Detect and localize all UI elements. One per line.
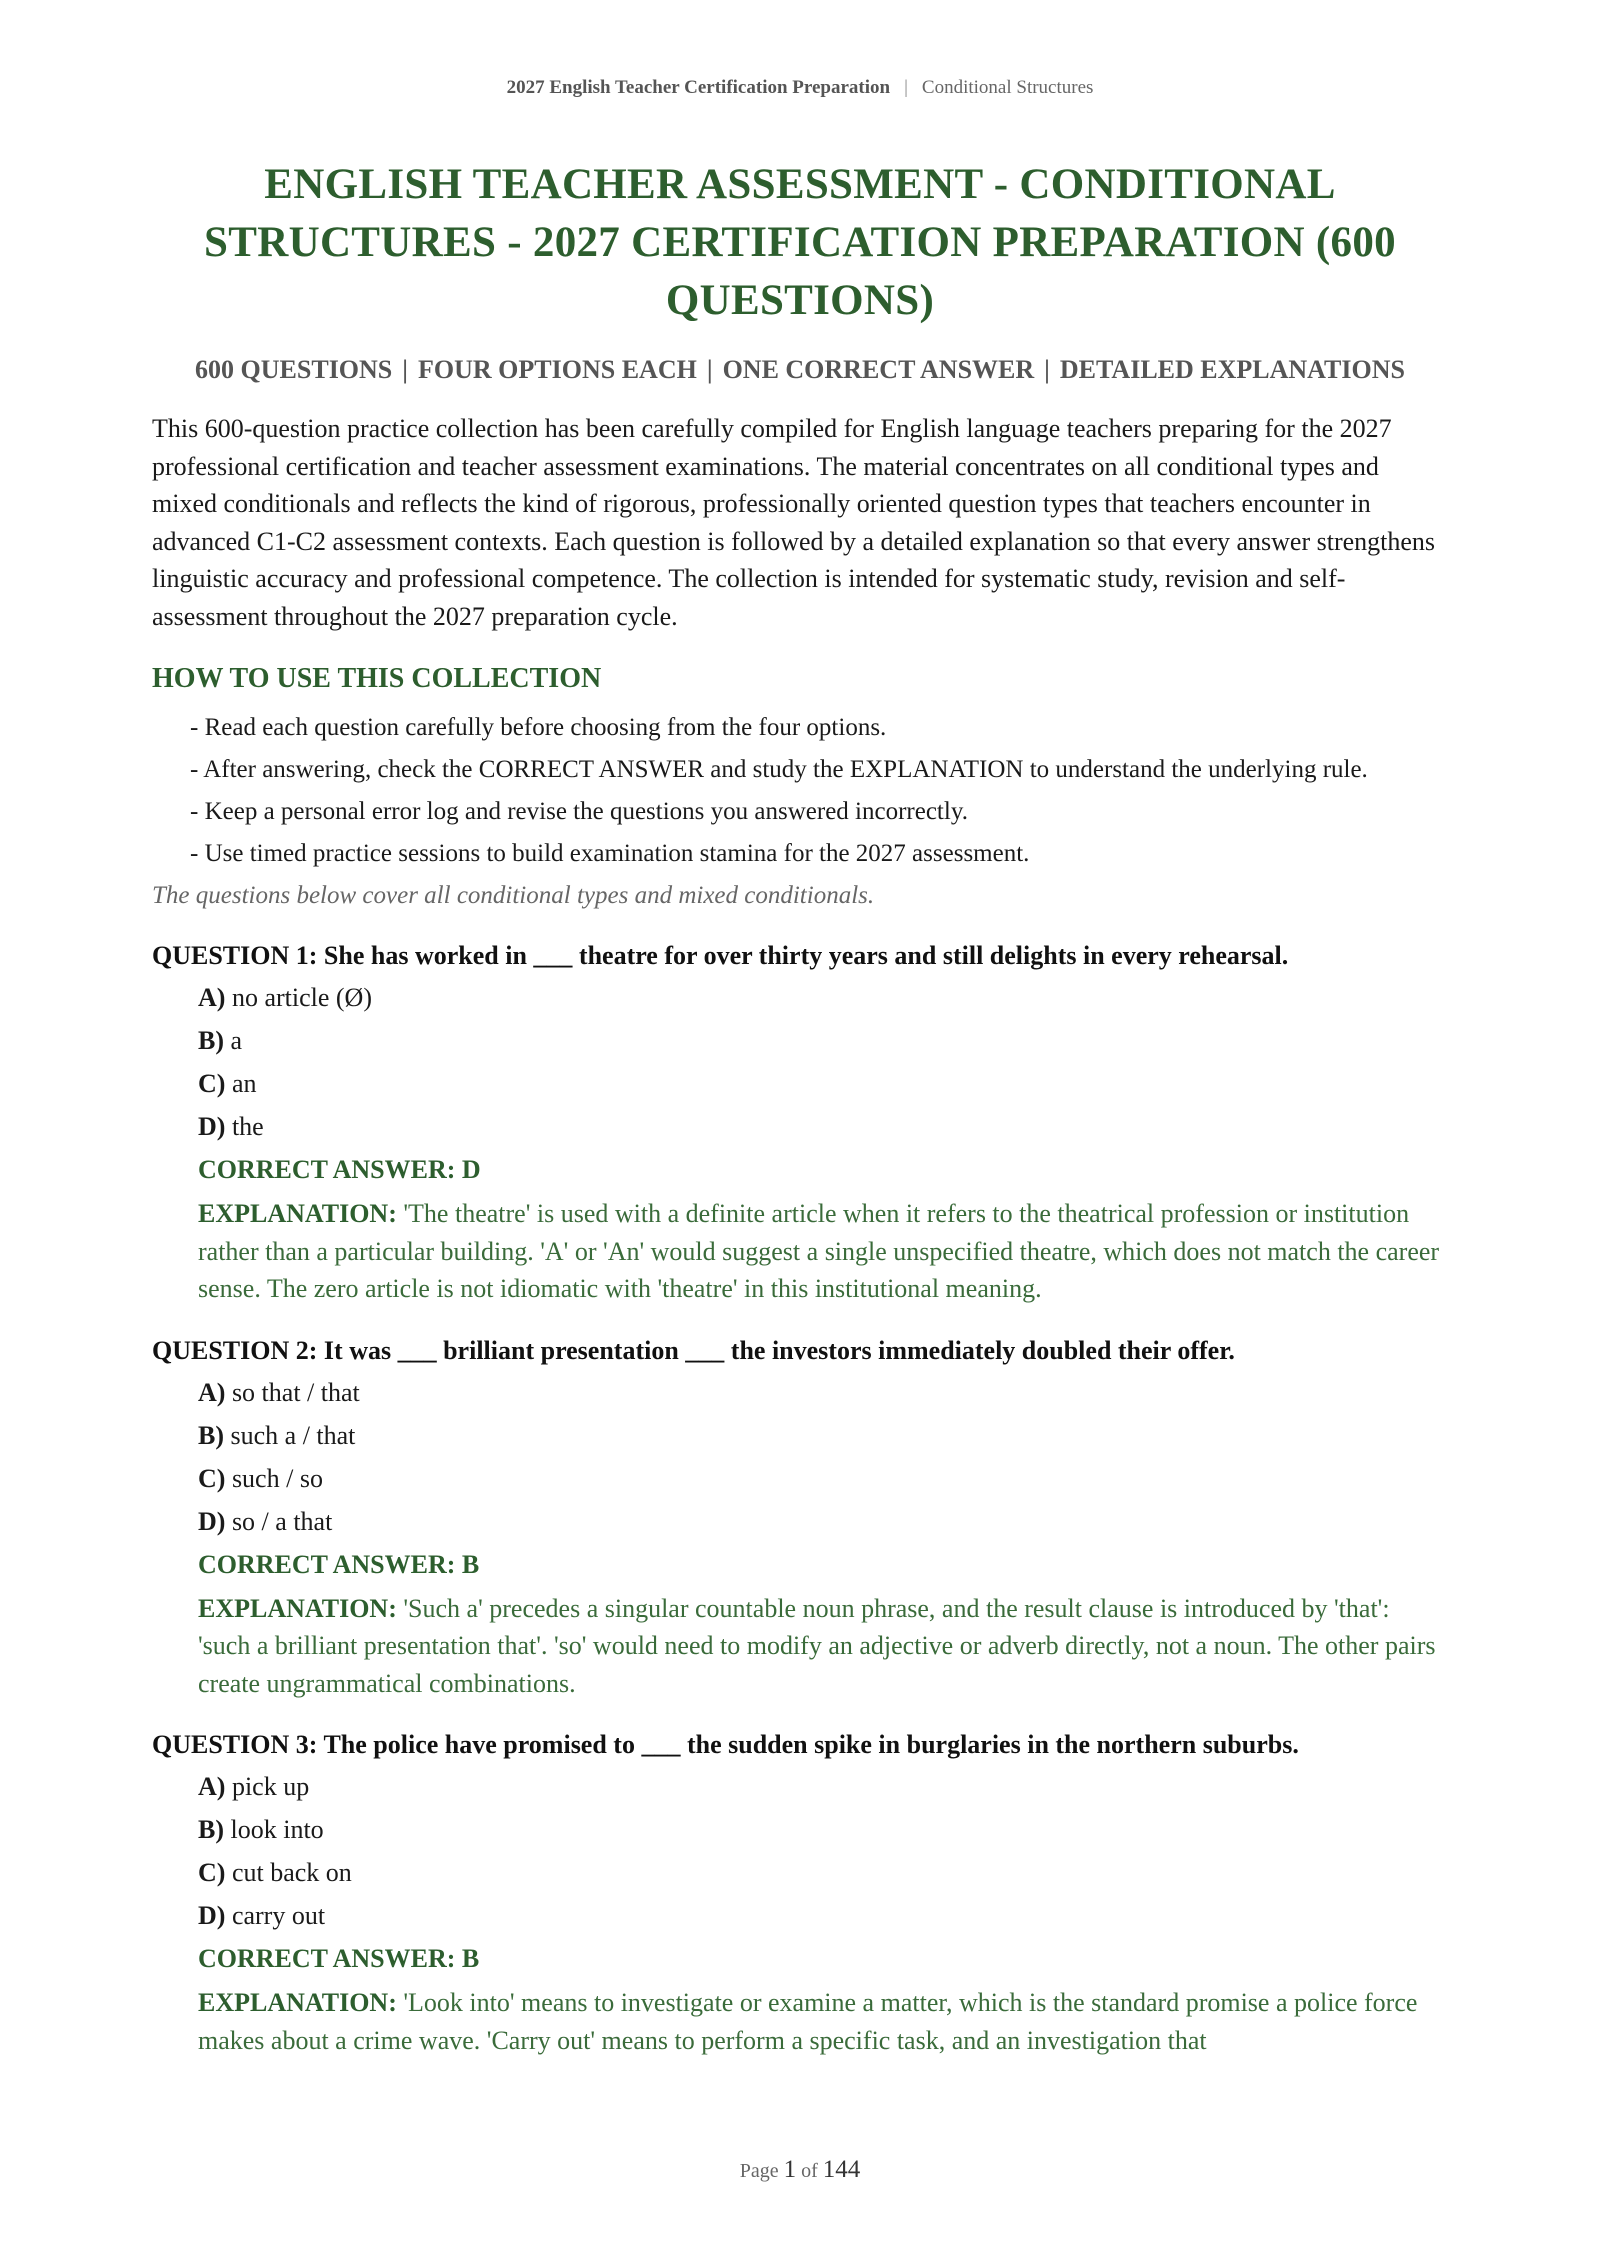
running-header xyxy=(152,76,1448,100)
option-text: look into xyxy=(230,1815,324,1844)
meta-separator: | xyxy=(1044,355,1050,384)
meta-question-count: 600 QUESTIONS xyxy=(195,355,393,384)
meta-options: FOUR OPTIONS EACH xyxy=(418,355,697,384)
explanation xyxy=(198,1590,1448,1703)
correct-answer: CORRECT ANSWER: B xyxy=(198,1944,480,1973)
explanation-label: EXPLANATION: xyxy=(198,1988,397,2017)
howto-item: - Keep a personal error log and revise the questions you answered incorrectly. xyxy=(190,798,968,825)
option-text: a xyxy=(230,1026,243,1055)
option-letter: B) xyxy=(198,1026,224,1055)
option-item xyxy=(198,1462,1448,1496)
option-letter: A) xyxy=(198,1377,226,1407)
option-item xyxy=(198,1110,1448,1144)
option-list xyxy=(152,981,1448,1144)
explanation-text: 'Such a' precedes a singular countable noun phrase, and the result clause is introduced by 'that': 'such a brilliant presentation that'. 'so' would need to modify an adjective or adverb directly, not a noun. The other pairs create ungrammatical combinations. xyxy=(198,1593,1436,1698)
meta-answer: ONE CORRECT ANSWER xyxy=(722,355,1035,384)
header-title: 2027 English Teacher Certification Preparation xyxy=(506,77,891,98)
question-block xyxy=(152,1334,1448,1703)
howto-item: - After answering, check the CORRECT ANSWER and study the EXPLANATION to understand the underlying rule. xyxy=(190,756,1368,783)
option-letter: C) xyxy=(198,1858,226,1887)
question-stem: QUESTION 2: It was ___ brilliant presentation ___ the investors immediately doubled their offer. xyxy=(152,1335,1235,1365)
option-text: carry out xyxy=(231,1901,326,1930)
option-text: the xyxy=(231,1112,264,1141)
option-item xyxy=(198,1899,1448,1933)
option-letter: A) xyxy=(198,983,226,1012)
page-word: Page xyxy=(739,2160,779,2182)
intro-paragraph: This 600-question practice collection has been carefully compiled for English language teachers preparing for the 2027 professional certification and teacher assessment examinations. The material concentrates on all conditional types and mixed conditionals and reflects the kind of rigorous, professionally oriented question types that teachers encounter in advanced C1-C2 assessment contexts. Each question is followed by a detailed explanation so that every answer strengthens linguistic accuracy and professional competence. The collection is intended for systematic study, revision and self-assessment throughout the 2027 preparation cycle. xyxy=(152,414,1436,631)
howto-list xyxy=(152,711,1448,871)
option-item xyxy=(198,1067,1448,1101)
howto-item: - Use timed practice sessions to build examination stamina for the 2027 assessment. xyxy=(190,840,1030,867)
meta-separator: | xyxy=(706,355,713,384)
option-item xyxy=(198,981,1448,1015)
option-text: no article (Ø) xyxy=(231,983,372,1012)
option-letter: B) xyxy=(198,1815,224,1844)
option-text: an xyxy=(231,1069,257,1098)
document-title: ENGLISH TEACHER ASSESSMENT - CONDITIONAL STRUCTURES - 2027 CERTIFICATION PREPARATION (600 QUESTIONS) xyxy=(204,161,1396,324)
howto-heading: HOW TO USE THIS COLLECTION xyxy=(152,663,602,694)
howto-item: - Read each question carefully before choosing from the four options. xyxy=(190,714,887,741)
explanation-label: EXPLANATION: xyxy=(198,1593,397,1623)
total-pages: 144 xyxy=(822,2156,861,2183)
option-letter: C) xyxy=(198,1069,226,1098)
correct-answer: CORRECT ANSWER: D xyxy=(198,1155,481,1184)
correct-answer: CORRECT ANSWER: B xyxy=(198,1549,480,1579)
explanation xyxy=(198,1195,1448,1308)
option-letter: A) xyxy=(198,1772,226,1801)
option-letter: D) xyxy=(198,1112,226,1141)
document-meta xyxy=(152,354,1448,386)
option-text: cut back on xyxy=(231,1858,352,1887)
explanation xyxy=(198,1984,1448,2059)
option-item xyxy=(198,1770,1448,1804)
option-letter: D) xyxy=(198,1506,226,1536)
header-separator: | xyxy=(904,77,908,98)
meta-separator: | xyxy=(402,355,409,384)
option-text: such a / that xyxy=(230,1420,356,1450)
option-item xyxy=(198,1856,1448,1890)
of-word: of xyxy=(801,2160,818,2182)
header-subtitle: Conditional Structures xyxy=(921,77,1094,98)
option-item xyxy=(198,1419,1448,1453)
option-item xyxy=(198,1376,1448,1410)
option-item xyxy=(198,1024,1448,1058)
option-text: so / a that xyxy=(231,1506,333,1536)
option-text: pick up xyxy=(231,1772,310,1801)
meta-explanations: DETAILED EXPLANATIONS xyxy=(1059,355,1405,384)
option-list xyxy=(152,1376,1448,1539)
option-item xyxy=(198,1813,1448,1847)
option-list xyxy=(152,1770,1448,1933)
option-letter: D) xyxy=(198,1901,226,1930)
question-stem: QUESTION 1: She has worked in ___ theatre for over thirty years and still delights in every rehearsal. xyxy=(152,941,1289,970)
option-text: so that / that xyxy=(231,1377,360,1407)
option-text: such / so xyxy=(231,1463,323,1493)
explanation-text: 'The theatre' is used with a definite article when it refers to the theatrical profession or institution rather than a particular building. 'A' or 'An' would suggest a single unspecified theatre, which does not match the career sense. The zero article is not idiomatic with 'theatre' in this institutional meaning. xyxy=(198,1199,1440,1303)
page-footer xyxy=(0,2156,1600,2185)
option-letter: B) xyxy=(198,1420,224,1450)
option-letter: C) xyxy=(198,1463,226,1493)
question-block xyxy=(152,939,1448,1308)
question-block xyxy=(152,1728,1448,2059)
coverage-note: The questions below cover all conditional types and mixed conditionals. xyxy=(152,882,875,909)
option-item xyxy=(198,1505,1448,1539)
page-number: 1 xyxy=(783,2156,797,2183)
question-stem: QUESTION 3: The police have promised to ___ the sudden spike in burglaries in the northern suburbs. xyxy=(152,1730,1299,1759)
explanation-text: 'Look into' means to investigate or examine a matter, which is the standard promise a police force makes about a crime wave. 'Carry out' means to perform a specific task, and an investigation that xyxy=(198,1988,1418,2055)
explanation-label: EXPLANATION: xyxy=(198,1199,397,1228)
